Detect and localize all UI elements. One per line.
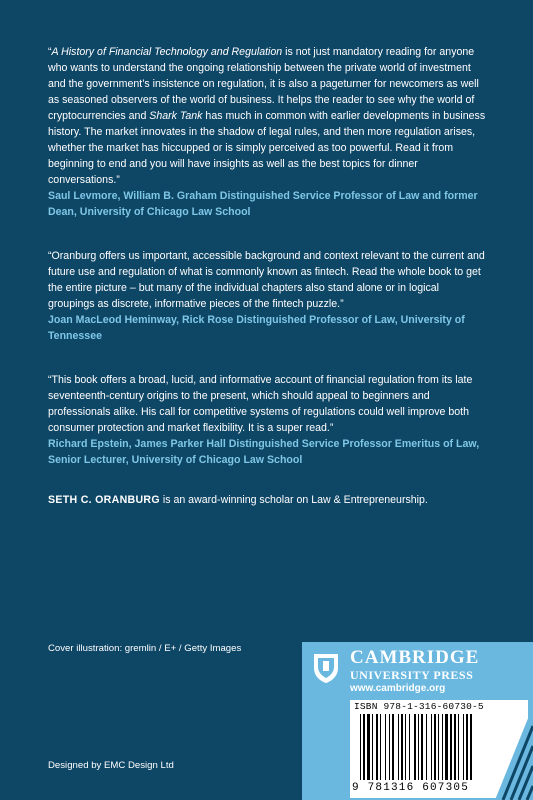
endorsement-quote: “This book offers a broad, lucid, and informative account of financial regulation from its late seventeenth-century origins to the present, which should appeal to beginners and professionals alike. His call for competitive systems of regulations could well improve both consumer protection and market flexibility. It is a super read.”	[48, 374, 473, 434]
publisher-logo	[350, 648, 479, 696]
cover-credit: Cover illustration: gremlin / E+ / Getty Images	[48, 643, 242, 654]
design-credit: Designed by EMC Design Ltd	[48, 760, 174, 771]
publisher-url: www.cambridge.org	[350, 683, 446, 694]
endorsement-1	[48, 44, 488, 220]
stripes-decoration-icon	[495, 706, 533, 800]
author-name: SETH C. ORANBURG	[48, 494, 160, 506]
author-bio	[48, 492, 488, 508]
endorsements	[48, 44, 488, 508]
endorsement-quote: “Oranburg offers us important, accessible background and context relevant to the current and future use and regulation of what is commonly known as fintech. Read the whole book to get the entire picture – but many of the individual chapters also stand alone or in logical groupings as discrete, informative pieces of the fintech puzzle.”	[48, 250, 485, 310]
cambridge-shield-icon	[312, 652, 340, 684]
publisher-name: CAMBRIDGE	[350, 647, 480, 668]
endorsement-quote: “A History of Financial Technology and Regulation is not just mandatory reading for anyone who wants to understand the ongoing relationship between the private world of investment and the government’s insistence on regulation, it is also a pageturner for newcomers as well as seasoned observers of the world of business. It helps the reader to see why the world of cryptocurrencies and Shark Tank has much in common with earlier developments in business history. The market innovates in the shadow of legal rules, and then more regulation arises, whether the market has hiccupped or is simply perceived as too powerful. Read it from beginning to end and you will have insights as well as the best topics for dinner conversations.”	[48, 46, 486, 186]
endorsement-attribution: Joan MacLeod Heminway, Rick Rose Distinguished Professor of Law, University of Tennessee	[48, 314, 465, 342]
publisher-subname: UNIVERSITY PRESS	[350, 668, 474, 682]
endorsement-3	[48, 372, 488, 468]
endorsement-2	[48, 248, 488, 344]
isbn-digits: 9 781316 607305	[352, 782, 470, 794]
endorsement-attribution: Richard Epstein, James Parker Hall Distinguished Service Professor Emeritus of Law, Senior Lecturer, University of Chicago Law School	[48, 438, 480, 466]
author-bio-text: is an award-winning scholar on Law & Entrepreneurship.	[159, 494, 428, 506]
isbn-label: ISBN 978-1-316-60730-5	[354, 701, 484, 712]
endorsement-attribution: Saul Levmore, William B. Graham Distinguished Service Professor of Law and former Dean, University of Chicago Law School	[48, 190, 478, 218]
